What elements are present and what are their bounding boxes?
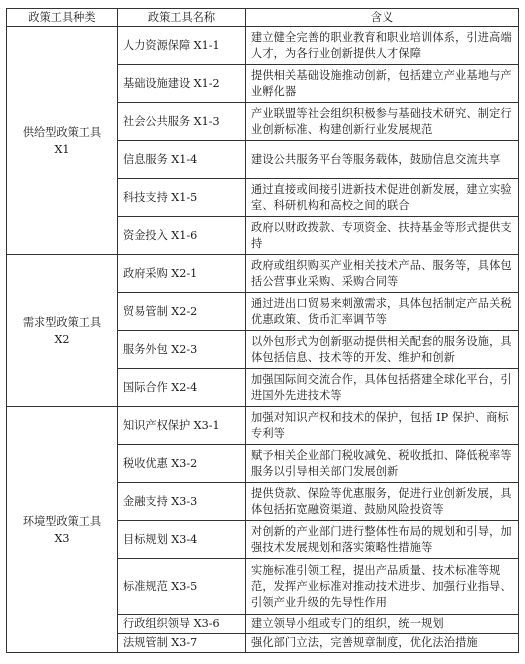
tool-name-cell: 目标规划 X3-4 xyxy=(118,521,246,559)
meaning-cell: 提供贷款、保险等优惠服务，促进行业创新发展，具体包括拓宽融资渠道、鼓励风险投资等 xyxy=(246,483,519,521)
tool-name-cell: 人力资源保障 X1-1 xyxy=(118,27,246,65)
tool-name-cell: 贸易管制 X2-2 xyxy=(118,293,246,331)
table-header-row xyxy=(7,9,519,27)
meaning-cell: 产业联盟等社会组织积极参与基础技术研究、制定行业创新标准、构建创新行业发展规范 xyxy=(246,103,519,141)
policy-tools-table xyxy=(6,8,519,653)
tool-name-cell: 服务外包 X2-3 xyxy=(118,331,246,369)
tool-name-cell: 国际合作 X2-4 xyxy=(118,369,246,407)
tool-name-cell: 信息服务 X1-4 xyxy=(118,141,246,179)
tool-name-cell: 政府采购 X2-1 xyxy=(118,255,246,293)
category-code: X1 xyxy=(54,142,70,156)
category-code: X2 xyxy=(54,332,70,346)
category-cell-demand xyxy=(7,255,118,407)
meaning-cell: 建立健全完善的职业教育和职业培训体系，引进高端人才，为各行业创新提供人才保障 xyxy=(246,27,519,65)
category-cell-supply xyxy=(7,27,118,255)
meaning-cell: 加强国际间交流合作，具体包括搭建全球化平台，引进国外先进技术等 xyxy=(246,369,519,407)
tool-name-cell: 法规管制 X3-7 xyxy=(118,634,246,653)
tool-name-cell: 标准规范 X3-5 xyxy=(118,559,246,615)
meaning-cell: 通过进出口贸易来刺激需求，具体包括制定产品关税优惠政策、货币汇率调节等 xyxy=(246,293,519,331)
header-category: 政策工具种类 xyxy=(7,9,118,27)
meaning-cell: 以外包形式为创新驱动提供相关配套的服务设施，具体包括信息、技术等的开发、维护和创新 xyxy=(246,331,519,369)
tool-name-cell: 基础设施建设 X1-2 xyxy=(118,65,246,103)
meaning-cell: 实施标准引领工程，提出产品质量、技术标准等规范，发挥产业标准对推动技术进步、加强行业指导、引领产业升级的先导性作用 xyxy=(246,559,519,615)
category-label: 需求型政策工具 xyxy=(22,315,102,329)
table-row xyxy=(7,255,519,293)
tool-name-cell: 金融支持 X3-3 xyxy=(118,483,246,521)
header-meaning: 含义 xyxy=(246,9,519,27)
meaning-cell: 对创新的产业部门进行整体性布局的规划和引导，加强技术发展规划和落实策略性措施等 xyxy=(246,521,519,559)
tool-name-cell: 知识产权保护 X3-1 xyxy=(118,407,246,445)
meaning-cell: 政府以财政拨款、专项资金、扶持基金等形式提供支持 xyxy=(246,217,519,255)
meaning-cell: 政府或组织购买产业相关技术产品、服务等，具体包括公营事业采购、采购合同等 xyxy=(246,255,519,293)
tool-name-cell: 资金投入 X1-6 xyxy=(118,217,246,255)
meaning-cell: 通过直接或间接引进新技术促进创新发展，建立实验室、科研机构和高校之间的联合 xyxy=(246,179,519,217)
table-row xyxy=(7,27,519,65)
meaning-cell: 强化部门立法，完善规章制度，优化法治措施 xyxy=(246,634,519,653)
tool-name-cell: 社会公共服务 X1-3 xyxy=(118,103,246,141)
meaning-cell: 建立领导小组或专门的组织，统一规划 xyxy=(246,615,519,634)
tool-name-cell: 税收优惠 X3-2 xyxy=(118,445,246,483)
meaning-cell: 提供相关基础设施推动创新，包括建立产业基地与产业孵化器 xyxy=(246,65,519,103)
category-label: 环境型政策工具 xyxy=(22,514,102,528)
category-label: 供给型政策工具 xyxy=(22,125,102,139)
meaning-cell: 赋予相关企业部门税收减免、税收抵扣、降低税率等服务以引导相关部门发展创新 xyxy=(246,445,519,483)
category-code: X3 xyxy=(54,531,70,545)
tool-name-cell: 行政组织领导 X3-6 xyxy=(118,615,246,634)
header-tool-name: 政策工具名称 xyxy=(118,9,246,27)
table-row xyxy=(7,407,519,445)
meaning-cell: 建设公共服务平台等服务载体，鼓励信息交流共享 xyxy=(246,141,519,179)
tool-name-cell: 科技支持 X1-5 xyxy=(118,179,246,217)
meaning-cell: 加强对知识产权和技术的保护，包括 IP 保护、商标专利等 xyxy=(246,407,519,445)
category-cell-environment xyxy=(7,407,118,653)
